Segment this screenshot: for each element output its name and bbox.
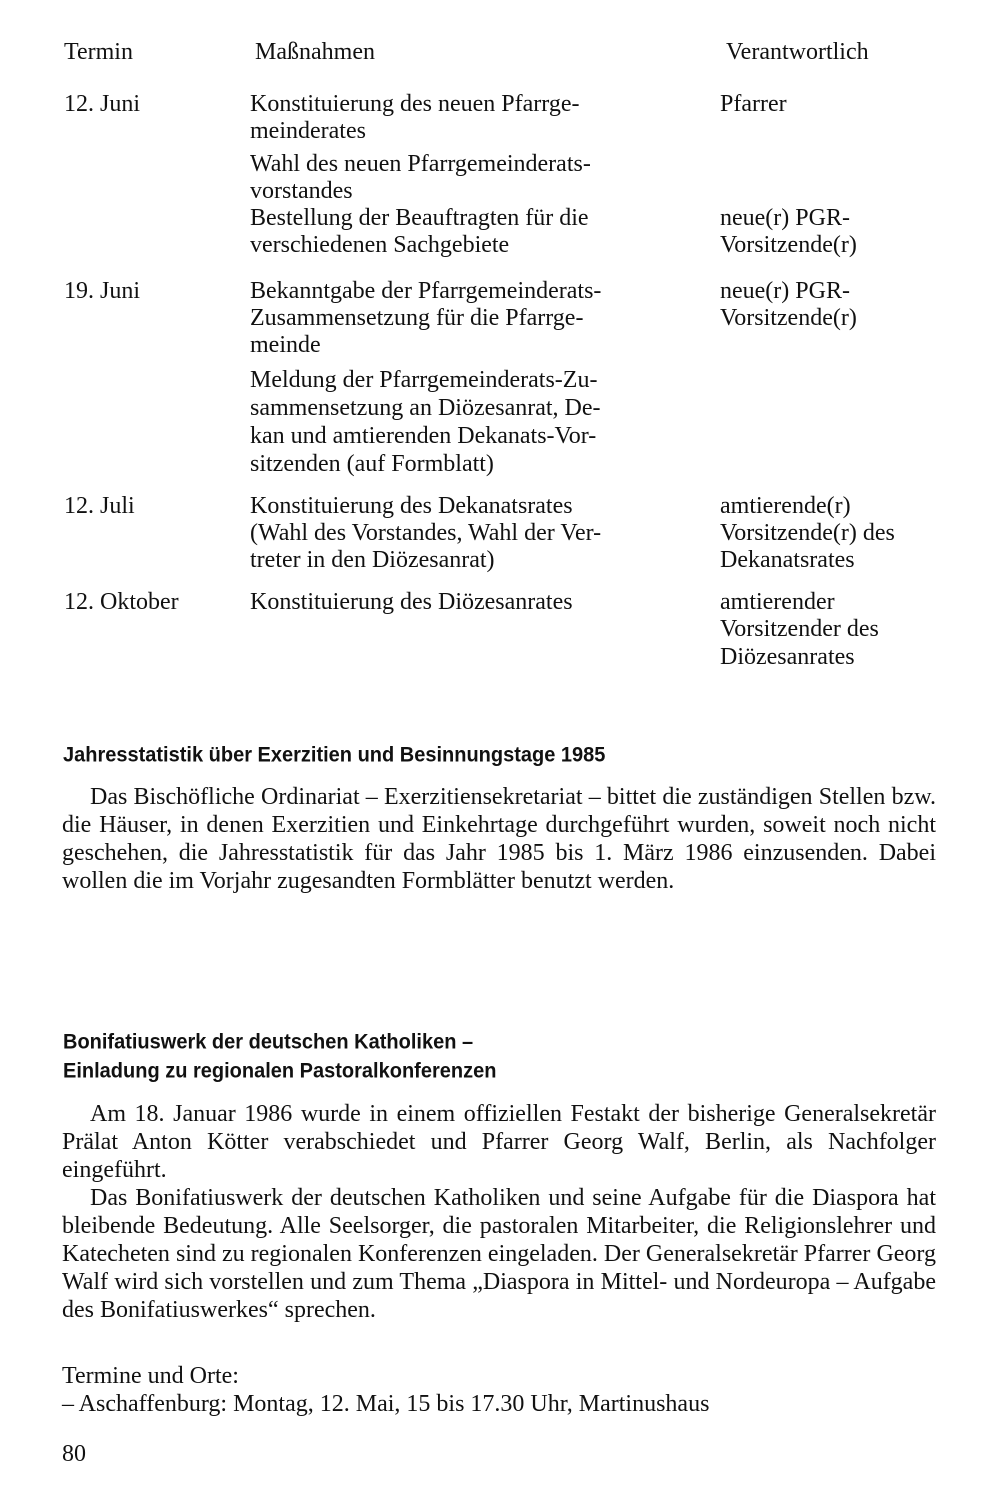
responsible-line: amtierende(r) (720, 493, 851, 519)
table-header-termin: Termin (64, 39, 133, 65)
measure-line: kan und amtierenden Dekanats-Vor- (250, 423, 597, 449)
measure-line: (Wahl des Vorstandes, Wahl der Ver- (250, 520, 602, 546)
measure-line: Bestellung der Beauftragten für die (250, 205, 589, 231)
termine-item: – Aschaffenburg: Montag, 12. Mai, 15 bis 17.30 Uhr, Martinushaus (62, 1391, 710, 1417)
measure-line: verschiedenen Sachgebiete (250, 232, 510, 258)
measure-line: meinde (250, 332, 321, 358)
measure-line: sammensetzung an Diözesanrat, De- (250, 395, 601, 421)
measure-line: Konstituierung des neuen Pfarrge- (250, 91, 580, 117)
row-date: 12. Juni (64, 91, 141, 117)
responsible-line: neue(r) PGR- (720, 278, 850, 304)
responsible-line: Diözesanrates (720, 644, 855, 670)
measure-line: treter in den Diözesanrat) (250, 547, 495, 573)
responsible-line: Vorsitzende(r) des (720, 520, 895, 546)
responsible-line: neue(r) PGR- (720, 205, 850, 231)
termine-label: Termine und Orte: (62, 1363, 239, 1389)
table-header-verantwortlich: Verantwortlich (726, 39, 869, 65)
responsible-line: Dekanatsrates (720, 547, 855, 573)
measure-line: meinderates (250, 118, 366, 144)
page-number: 80 (62, 1441, 86, 1467)
responsible-line: Vorsitzende(r) (720, 305, 857, 331)
measure-line: Konstituierung des Diözesanrates (250, 589, 573, 615)
paragraph-text: Das Bonifatiuswerk der deutschen Katholiken und seine Aufgabe für die Diaspora hat bleibende Bedeutung. Alle Seelsorger, die pastoralen Mitarbeiter, die Religionslehrer und Katecheten sind zu regionalen Konferenzen eingeladen. Der Generalsekretär Pfarrer Georg Walf wird sich vorstellen und zum Thema „Diaspora in Mittel- und Nordeuropa – Aufgabe des Bonifatiuswerkes“ sprechen. (62, 1185, 936, 1323)
paragraph-bonifatius-2 (62, 1184, 936, 1324)
paragraph-jahresstatistik (62, 783, 936, 895)
responsible-line: Vorsitzender des (720, 616, 879, 642)
row-date: 19. Juni (64, 278, 141, 304)
measure-line: Konstituierung des Dekanatsrates (250, 493, 573, 519)
measure-line: Wahl des neuen Pfarrgemeinderats- (250, 151, 591, 177)
section-subheading-einladung: Einladung zu regionalen Pastoralkonferenzen (63, 1059, 497, 1083)
measure-line: vorstandes (250, 178, 353, 204)
responsible-line: Vorsitzende(r) (720, 232, 857, 258)
responsible-line: Pfarrer (720, 91, 787, 117)
measure-line: Bekanntgabe der Pfarrgemeinderats- (250, 278, 602, 304)
measure-line: Zusammensetzung für die Pfarrge- (250, 305, 584, 331)
paragraph-bonifatius-1 (62, 1100, 936, 1184)
row-date: 12. Oktober (64, 589, 179, 615)
paragraph-text: Am 18. Januar 1986 wurde in einem offiziellen Festakt der bisherige Generalsekretär Prälat Anton Kötter verabschiedet und Pfarrer Georg Walf, Berlin, als Nachfolger eingeführt. (62, 1101, 936, 1183)
row-date: 12. Juli (64, 493, 135, 519)
responsible-line: amtierender (720, 589, 835, 615)
measure-line: sitzenden (auf Formblatt) (250, 451, 494, 477)
paragraph-text: Das Bischöfliche Ordinariat – Exerzitiensekretariat – bittet die zuständigen Stellen bzw. die Häuser, in denen Exerzitien und Einkehrtage durchgeführt wurden, soweit noch nicht geschehen, die Jahresstatistik für das Jahr 1985 bis 1. März 1986 einzusenden. Dabei wollen die im Vorjahr zugesandten Formblätter benutzt werden. (62, 784, 936, 894)
section-heading-jahresstatistik: Jahresstatistik über Exerzitien und Besinnungstage 1985 (63, 743, 606, 767)
table-header-massnahmen: Maßnahmen (255, 39, 375, 65)
measure-line: Meldung der Pfarrgemeinderats-Zu- (250, 367, 598, 393)
section-heading-bonifatiuswerk: Bonifatiuswerk der deutschen Katholiken – (63, 1030, 474, 1054)
